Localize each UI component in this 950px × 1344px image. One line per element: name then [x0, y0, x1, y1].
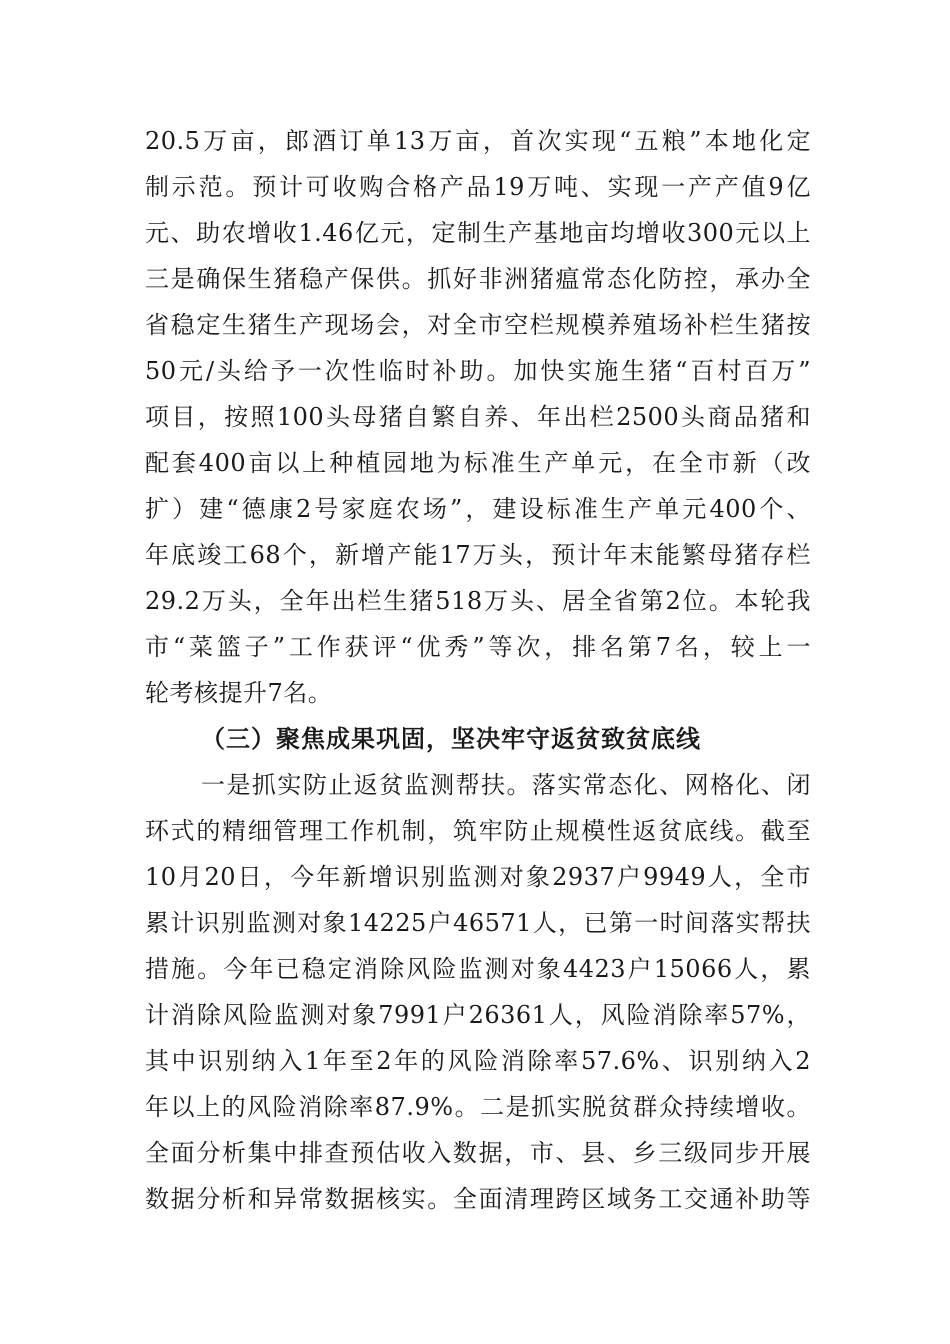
text-line: 29.2万头，全年出栏生猪518万头、居全省第2位。本轮我: [145, 587, 811, 615]
text-line: 20.5万亩，郎酒订单13万亩，首次实现“五粮”本地化定: [145, 127, 811, 155]
document-body: [145, 118, 811, 1222]
text-line: 三是确保生猪稳产保供。抓好非洲猪瘟常态化防控，承办全: [145, 265, 811, 293]
text-line: 制示范。预计可收购合格产品19万吨、实现一产产值9亿: [145, 173, 811, 201]
text-line: 市“菜篮子”工作获评“优秀”等次，排名第7名，较上一: [145, 633, 811, 661]
text-line: 配套400亩以上种植园地为标准生产单元，在全市新（改: [145, 449, 811, 477]
text-line: 扩）建“德康2号家庭农场”，建设标准生产单元400个、: [145, 495, 811, 523]
text-line: 全面分析集中排查预估收入数据，市、县、乡三级同步开展: [145, 1139, 811, 1167]
text-line: 省稳定生猪生产现场会，对全市空栏规模养殖场补栏生猪按: [145, 311, 811, 339]
text-line: 年以上的风险消除率87.9%。二是抓实脱贫群众持续增收。: [145, 1093, 811, 1121]
text-line: 其中识别纳入1年至2年的风险消除率57.6%、识别纳入2: [145, 1047, 811, 1075]
text-line: 措施。今年已稳定消除风险监测对象4423户15066人，累: [145, 955, 811, 983]
text-line: 数据分析和异常数据核实。全面清理跨区域务工交通补助等: [145, 1185, 811, 1213]
section-heading: （三）聚焦成果巩固，坚决牢守返贫致贫底线: [201, 724, 701, 753]
text-line: 累计识别监测对象14225户46571人，已第一时间落实帮扶: [145, 909, 811, 937]
text-line: 年底竣工68个，新增产能17万头，预计年末能繁母猪存栏: [145, 541, 811, 569]
text-line: 计消除风险监测对象7991户26361人，风险消除率57%，: [145, 1001, 811, 1029]
text-line: 环式的精细管理工作机制，筑牢防止规模性返贫底线。截至: [145, 817, 811, 845]
text-line: 元、助农增收1.46亿元，定制生产基地亩均增收300元以上: [145, 219, 811, 247]
text-line: 一是抓实防止返贫监测帮扶。落实常态化、网格化、闭: [201, 771, 811, 799]
text-line: 轮考核提升7名。: [145, 679, 333, 707]
text-line: 项目，按照100头母猪自繁自养、年出栏2500头商品猪和: [145, 403, 811, 431]
text-line: 10月20日，今年新增识别监测对象2937户9949人，全市: [145, 863, 811, 891]
text-line: 50元/头给予一次性临时补助。加快实施生猪“百村百万”: [145, 357, 811, 385]
